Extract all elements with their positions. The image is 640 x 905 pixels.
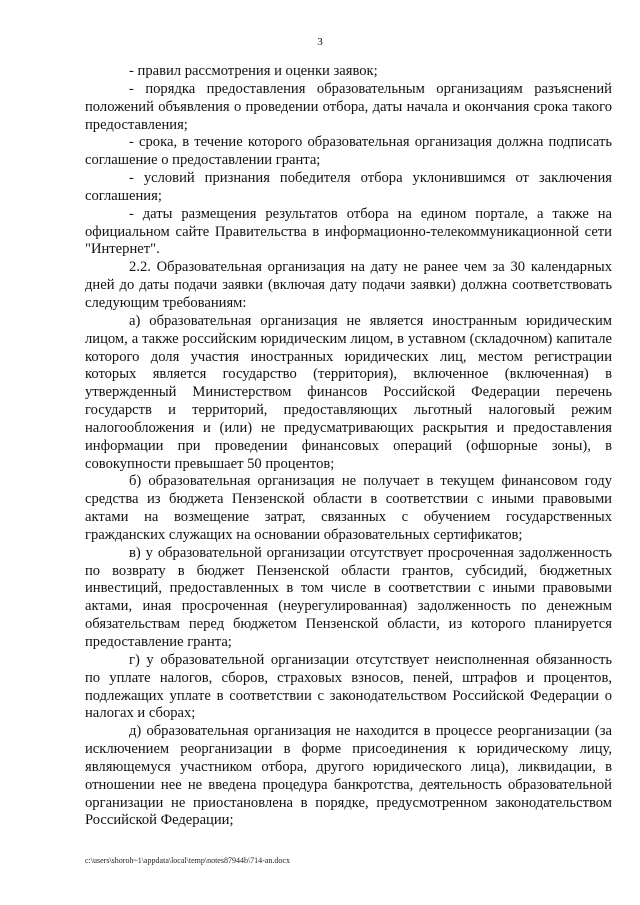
paragraph: д) образовательная организация не находится в процессе реорганизации (за исключением реорганизации в форме присоединения к юридическому лицу, являющемуся участником отбора, другого юридического лица), ликвидации, в отношении нее не введена процедура банкротства, деятельность образовательной организации не приостановлена в порядке, предусмотренном законодательством Российской Федерации; [85, 723, 612, 829]
paragraph: - срока, в течение которого образовательная организация должна подписать соглашение о предоставлении гранта; [85, 134, 612, 169]
document-body [85, 63, 612, 830]
paragraph: а) образовательная организация не является иностранным юридическим лицом, а также российским юридическим лицом, в уставном (складочном) капитале которого доля участия иностранных юридических лиц, местом регистрации которых является государство (территория), включенное (включенная) в утвержденный Министерством финансов Российской Федерации перечень государств и территорий, предоставляющих льготный налоговый режим налогообложения и (или) не предусматривающих раскрытия и предоставления информации при проведении финансовых операций (офшорные зоны), в совокупности превышает 50 процентов; [85, 312, 612, 472]
paragraph: в) у образовательной организации отсутствует просроченная задолженность по возврату в бюджет Пензенской области грантов, субсидий, бюджетных инвестиций, предоставленных в том числе в соответствии с иными правовыми актами, иная просроченная (неурегулированная) задолженность по денежным обязательствам перед бюджетом Пензенской области, из которого планируется предоставление гранта; [85, 544, 612, 650]
paragraph: 2.2. Образовательная организация на дату не ранее чем за 30 календарных дней до даты подачи заявки (включая дату подачи заявки) должна соответствовать следующим требованиям: [85, 259, 612, 311]
page-number: 3 [317, 36, 323, 48]
paragraph: - условий признания победителя отбора уклонившимся от заключения соглашения; [85, 170, 612, 204]
paragraph: - порядка предоставления образовательным организациям разъяснений положений объявления о проведении отбора, даты начала и окончания срока такого предоставления; [85, 80, 612, 133]
paragraph: - правил рассмотрения и оценки заявок; [129, 63, 378, 79]
paragraph: - даты размещения результатов отбора на едином портале, а также на официальном сайте Правительства в информационно-телекоммуникационной сети "Интернет". [85, 205, 612, 258]
paragraph: г) у образовательной организации отсутствует неисполненная обязанность по уплате налогов, сборов, страховых взносов, пеней, штрафов и процентов, подлежащих уплате в соответствии с законодательством Российской Федерации о налогах и сборах; [85, 651, 612, 722]
footer-file-path: c:\users\shoroh~1\appdata\local\temp\notes87944b\714-an.docx [85, 856, 290, 865]
paragraph: б) образовательная организация не получает в текущем финансовом году средства из бюджета Пензенской области в соответствии с иными правовыми актами на возмещение затрат, связанных с обучением государственных гражданских служащих на основании образовательных сертификатов; [85, 473, 612, 543]
